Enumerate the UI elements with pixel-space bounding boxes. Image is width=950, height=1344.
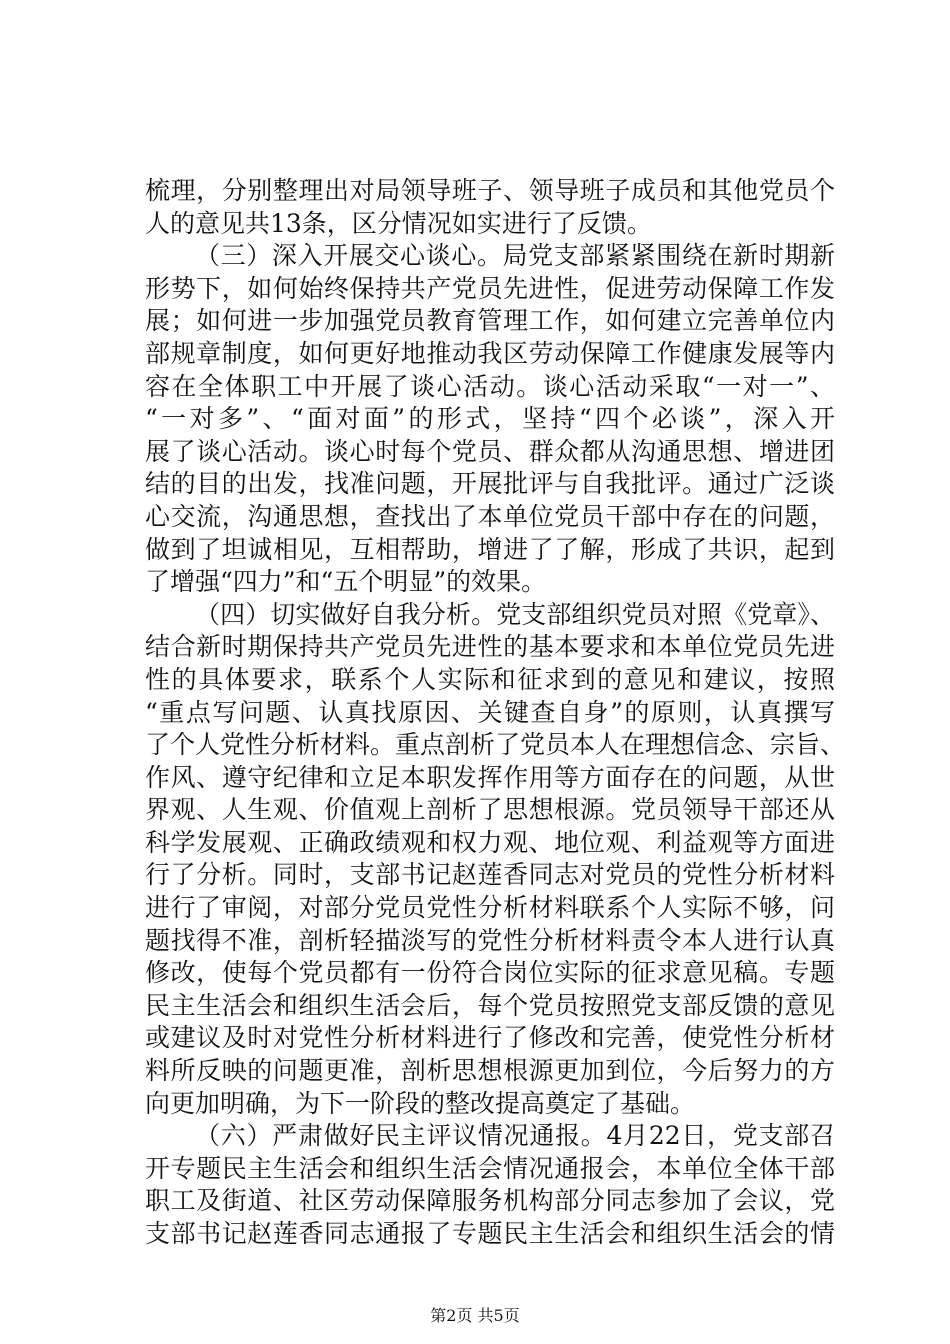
text-line: （三）深入开展交心谈心。局党支部紧紧围绕在新时期新 bbox=[195, 241, 835, 271]
text-line: 支部书记赵莲香同志通报了专题民主生活会和组织生活会的情 bbox=[145, 1219, 835, 1248]
text-line: 职工及街道、社区劳动保障服务机构部分同志参加了会议，党 bbox=[145, 1186, 835, 1216]
text-line: 梳理，分别整理出对局领导班子、领导班子成员和其他党员个 bbox=[145, 176, 835, 205]
text-line: 展了谈心活动。谈心时每个党员、群众都从沟通思想、增进团 bbox=[145, 436, 835, 466]
text-line: 修改，使每个党员都有一份符合岗位实际的征求意见稿。专题 bbox=[145, 958, 835, 988]
text-line: 展；如何进一步加强党员教育管理工作，如何建立完善单位内 bbox=[145, 306, 835, 336]
text-line: 行了分析。同时，支部书记赵莲香同志对党员的党性分析材料 bbox=[145, 860, 835, 890]
text-line: 容在全体职工中开展了谈心活动。谈心活动采取“一对一”、 bbox=[145, 371, 835, 401]
text-line: 界观、人生观、价值观上剖析了思想根源。党员领导干部还从 bbox=[145, 795, 835, 825]
text-line: 部规章制度，如何更好地推动我区劳动保障工作健康发展等内 bbox=[145, 338, 835, 368]
text-line: 或建议及时对党性分析材料进行了修改和完善，使党性分析材 bbox=[145, 1023, 835, 1053]
text-line: 题找得不准，剖析轻描淡写的党性分析材料责令本人进行认真 bbox=[145, 925, 835, 955]
document-body bbox=[145, 175, 846, 1251]
text-line: 作风、遵守纪律和立足本职发挥作用等方面存在的问题，从世 bbox=[145, 762, 835, 792]
text-line: 做到了坦诚相见，互相帮助，增进了了解，形成了共识，起到 bbox=[145, 534, 835, 564]
text-line: 科学发展观、正确政绩观和权力观、地位观、利益观等方面进 bbox=[145, 827, 835, 857]
text-line: “一对多”、“面对面”的形式，坚持“四个必谈”，深入开 bbox=[145, 404, 835, 434]
text-line: 心交流，沟通思想，查找出了本单位党员干部中存在的问题， bbox=[145, 501, 835, 531]
text-line: （六）严肃做好民主评议情况通报。4月22日，党支部召 bbox=[195, 1121, 835, 1151]
text-line: 了个人党性分析材料。重点剖析了党员本人在理想信念、宗旨、 bbox=[145, 730, 846, 760]
text-line: 了增强“四力”和“五个明显”的效果。 bbox=[145, 567, 547, 597]
text-line: 进行了审阅，对部分党员党性分析材料联系个人实际不够，问 bbox=[145, 893, 835, 923]
text-line: 结的目的出发，找准问题，开展批评与自我批评。通过广泛谈 bbox=[145, 469, 835, 499]
text-line: 向更加明确，为下一阶段的整改提高奠定了基础。 bbox=[145, 1088, 696, 1118]
text-line: 开专题民主生活会和组织生活会情况通报会，本单位全体干部 bbox=[145, 1153, 835, 1183]
text-line: 形势下，如何始终保持共产党员先进性，促进劳动保障工作发 bbox=[145, 273, 835, 303]
text-line: 结合新时期保持共产党员先进性的基本要求和本单位党员先进 bbox=[145, 632, 835, 662]
text-line: 性的具体要求，联系个人实际和征求到的意见和建议，按照 bbox=[145, 664, 835, 694]
text-line: 民主生活会和组织生活会后，每个党员按照党支部反馈的意见 bbox=[145, 990, 835, 1020]
text-line: （四）切实做好自我分析。党支部组织党员对照《党章》、 bbox=[195, 599, 835, 629]
text-line: 人的意见共13条，区分情况如实进行了反馈。 bbox=[145, 208, 652, 238]
text-line: 料所反映的问题更准，剖析思想根源更加到位，今后努力的方 bbox=[145, 1056, 835, 1086]
page-number-footer: 第2页 共5页 bbox=[430, 1306, 520, 1325]
text-line: “重点写问题、认真找原因、关键查自身”的原则，认真撰写 bbox=[145, 697, 835, 727]
